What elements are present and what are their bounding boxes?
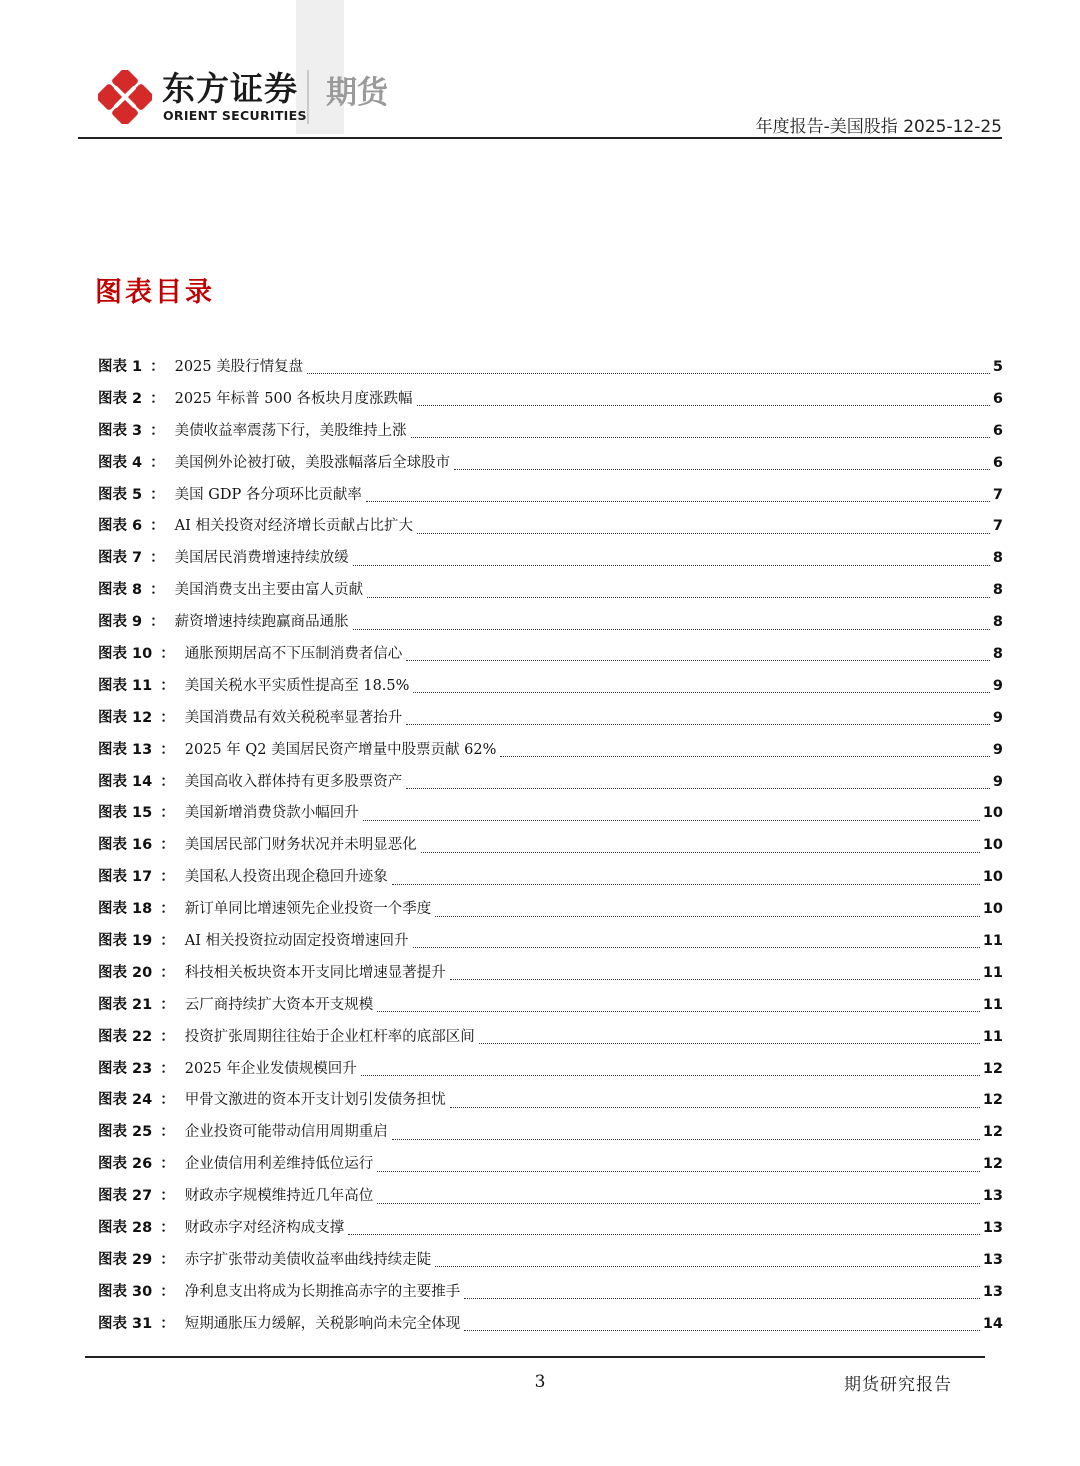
toc-entry-page: 12	[982, 1060, 1003, 1077]
toc-entry-separator: ：	[160, 1315, 175, 1332]
toc-entry-separator: ：	[160, 933, 175, 950]
toc-entry[interactable]	[98, 1309, 1003, 1341]
toc-entry-page: 10	[982, 901, 1003, 918]
toc-entry-page: 13	[982, 1188, 1003, 1205]
toc-entry-leader	[348, 1234, 980, 1235]
toc-entry-label: 图表 2	[98, 390, 143, 407]
toc-entry[interactable]	[98, 607, 1003, 639]
toc-entry-separator: ：	[150, 390, 165, 407]
toc-entry-leader	[367, 597, 990, 598]
toc-entry-page: 8	[992, 550, 1003, 567]
toc-entry-leader	[392, 884, 980, 885]
toc-entry-label: 图表 3	[98, 422, 143, 439]
footer-rule	[85, 1356, 985, 1358]
toc-entry-leader	[450, 1107, 980, 1108]
toc-entry-separator: ：	[160, 901, 175, 918]
orient-securities-logo-icon	[98, 70, 152, 124]
toc-entry[interactable]	[98, 1181, 1003, 1213]
toc-entry[interactable]	[98, 990, 1003, 1022]
toc-entry-title: 美国新增消费贷款小幅回升	[184, 805, 359, 822]
toc-entry[interactable]	[98, 958, 1003, 990]
toc-entry-title: 云厂商持续扩大资本开支规模	[184, 996, 374, 1013]
toc-entry-leader	[421, 852, 980, 853]
toc-entry-page: 5	[992, 359, 1003, 375]
toc-entry-leader	[413, 947, 980, 948]
toc-entry-label: 图表 8	[98, 582, 143, 599]
toc-entry-leader	[454, 469, 990, 470]
toc-entry-separator: ：	[160, 1251, 175, 1268]
toc-entry-leader	[464, 1298, 980, 1299]
toc-entry-leader	[363, 820, 980, 821]
toc-entry-page: 14	[982, 1315, 1003, 1332]
toc-entry-leader	[417, 405, 990, 406]
toc-entry-label: 图表 9	[98, 614, 143, 631]
toc-entry[interactable]	[98, 1085, 1003, 1117]
toc-entry-label: 图表 30	[98, 1283, 153, 1300]
toc-entry-title: 财政赤字规模维持近几年高位	[184, 1188, 374, 1205]
toc-entry-page: 11	[982, 933, 1003, 950]
toc-entry-page: 6	[992, 390, 1003, 407]
toc-entry-title: 美国例外论被打破，美股涨幅落后全球股市	[174, 454, 451, 471]
toc-list	[98, 352, 1003, 1341]
toc-title: 图表目录	[95, 277, 215, 308]
toc-entry-label: 图表 5	[98, 486, 143, 503]
toc-entry-leader	[435, 1266, 980, 1267]
toc-entry-separator: ：	[160, 869, 175, 886]
toc-entry-page: 10	[982, 805, 1003, 822]
toc-entry[interactable]	[98, 639, 1003, 671]
toc-entry-leader	[413, 692, 990, 693]
toc-entry-leader	[377, 1203, 980, 1204]
toc-entry-leader	[377, 1171, 980, 1172]
toc-entry[interactable]	[98, 703, 1003, 735]
toc-entry-label: 图表 31	[98, 1315, 153, 1332]
toc-entry-label: 图表 26	[98, 1156, 153, 1173]
toc-entry-title: 甲骨文激进的资本开支计划引发债务担忧	[184, 1092, 446, 1109]
toc-entry[interactable]	[98, 735, 1003, 767]
toc-entry-separator: ：	[150, 614, 165, 631]
toc-entry-leader	[417, 533, 990, 534]
toc-entry-separator: ：	[160, 805, 175, 822]
toc-entry-page: 10	[982, 837, 1003, 854]
toc-entry[interactable]	[98, 543, 1003, 575]
toc-entry-label: 图表 13	[98, 741, 153, 758]
toc-entry-title: 2025 年 Q2 美国居民资产增量中股票贡献 62%	[184, 741, 497, 758]
toc-entry-separator: ：	[160, 646, 175, 663]
toc-entry-separator: ：	[160, 964, 175, 981]
toc-entry[interactable]	[98, 480, 1003, 512]
toc-entry-title: 2025 年标普 500 各板块月度涨跌幅	[174, 390, 413, 407]
header-rule	[78, 137, 1002, 139]
toc-entry-title: 投资扩张周期往往始于企业杠杆率的底部区间	[184, 1028, 475, 1045]
toc-entry-separator: ：	[150, 518, 165, 535]
toc-entry-label: 图表 21	[98, 996, 153, 1013]
page-number: 3	[534, 1372, 546, 1392]
toc-entry-label: 图表 1	[98, 359, 143, 375]
toc-entry-page: 11	[982, 1028, 1003, 1045]
toc-entry-label: 图表 27	[98, 1188, 153, 1205]
toc-entry-title: 赤字扩张带动美债收益率曲线持续走陡	[184, 1251, 432, 1268]
toc-entry-label: 图表 17	[98, 869, 153, 886]
toc-entry-page: 11	[982, 996, 1003, 1013]
toc-entry-leader	[377, 1011, 980, 1012]
toc-entry-title: 美国高收入群体持有更多股票资产	[184, 773, 403, 790]
toc-entry-page: 13	[982, 1220, 1003, 1237]
toc-entry[interactable]	[98, 862, 1003, 894]
toc-entry-title: AI 相关投资拉动固定投资增速回升	[184, 933, 409, 950]
toc-entry-page: 6	[992, 454, 1003, 471]
logo-chinese-name: 东方证券	[162, 69, 298, 108]
toc-entry-title: 企业债信用利差维持低位运行	[184, 1156, 374, 1173]
toc-entry-separator: ：	[150, 422, 165, 439]
toc-entry-label: 图表 25	[98, 1124, 153, 1141]
document-type: 期货研究报告	[844, 1375, 952, 1395]
toc-entry-title: 美国消费支出主要由富人贡献	[174, 582, 364, 599]
toc-entry-title: 美国居民部门财务状况并未明显恶化	[184, 837, 417, 854]
toc-entry-page: 8	[992, 646, 1003, 663]
toc-entry-title: 美债收益率震荡下行，美股维持上涨	[174, 422, 407, 439]
toc-entry-separator: ：	[160, 1060, 175, 1077]
toc-entry-label: 图表 15	[98, 805, 153, 822]
toc-entry-page: 9	[992, 741, 1003, 758]
toc-entry-separator: ：	[150, 582, 165, 599]
toc-entry[interactable]	[98, 1277, 1003, 1309]
toc-entry-page: 10	[982, 869, 1003, 886]
toc-entry-title: 短期通胀压力缓解，关税影响尚未完全体现	[184, 1315, 461, 1332]
toc-entry[interactable]	[98, 894, 1003, 926]
toc-entry-separator: ：	[160, 837, 175, 854]
toc-entry-leader	[464, 1330, 980, 1331]
report-tag: 年度报告-美国股指 2025-12-25	[755, 117, 1002, 137]
toc-entry-label: 图表 18	[98, 901, 153, 918]
toc-entry-leader	[366, 501, 990, 502]
toc-entry-separator: ：	[160, 1124, 175, 1141]
toc-entry-title: 通胀预期居高不下压制消费者信心	[184, 646, 403, 663]
toc-entry-leader	[392, 1139, 980, 1140]
logo-english-name: ORIENT SECURITIES	[163, 108, 307, 123]
toc-entry-leader	[353, 565, 990, 566]
toc-entry[interactable]	[98, 416, 1003, 448]
toc-entry-separator: ：	[150, 550, 165, 567]
toc-entry[interactable]	[98, 448, 1003, 480]
toc-entry-page: 9	[992, 709, 1003, 726]
toc-entry-title: 美国消费品有效关税税率显著抬升	[184, 709, 403, 726]
toc-entry-title: 净利息支出将成为长期推高赤字的主要推手	[184, 1283, 461, 1300]
toc-entry-page: 7	[992, 518, 1003, 535]
toc-entry-title: 2025 美股行情复盘	[174, 359, 304, 375]
toc-entry-title: 企业投资可能带动信用周期重启	[184, 1124, 388, 1141]
toc-entry-label: 图表 23	[98, 1060, 153, 1077]
toc-entry[interactable]	[98, 830, 1003, 862]
toc-entry-label: 图表 28	[98, 1220, 153, 1237]
logo-divider	[307, 70, 309, 124]
toc-entry[interactable]	[98, 1245, 1003, 1277]
toc-entry-label: 图表 22	[98, 1028, 153, 1045]
toc-entry-leader	[411, 437, 990, 438]
toc-entry-page: 12	[982, 1092, 1003, 1109]
toc-entry-page: 8	[992, 614, 1003, 631]
toc-entry-separator: ：	[160, 1283, 175, 1300]
toc-entry-separator: ：	[160, 1188, 175, 1205]
toc-entry-title: 美国关税水平实质性提高至 18.5%	[184, 677, 410, 694]
toc-entry-label: 图表 16	[98, 837, 153, 854]
toc-entry-leader	[435, 916, 980, 917]
toc-entry[interactable]	[98, 1054, 1003, 1086]
toc-entry-leader	[500, 756, 989, 757]
toc-entry-label: 图表 6	[98, 518, 143, 535]
toc-entry-separator: ：	[160, 996, 175, 1013]
toc-entry-label: 图表 12	[98, 709, 153, 726]
toc-entry-leader	[361, 1075, 980, 1076]
toc-entry-page: 9	[992, 677, 1003, 694]
toc-entry-label: 图表 10	[98, 646, 153, 663]
toc-entry[interactable]	[98, 798, 1003, 830]
toc-entry-leader	[406, 724, 990, 725]
toc-entry-page: 7	[992, 486, 1003, 503]
toc-entry-title: 美国居民消费增速持续放缓	[174, 550, 349, 567]
toc-entry-separator: ：	[160, 1092, 175, 1109]
toc-entry-leader	[450, 979, 980, 980]
toc-entry-label: 图表 19	[98, 933, 153, 950]
logo-division-name: 期货	[326, 75, 388, 111]
toc-entry[interactable]	[98, 1117, 1003, 1149]
toc-entry[interactable]	[98, 575, 1003, 607]
toc-entry-separator: ：	[160, 709, 175, 726]
toc-entry-title: 美国私人投资出现企稳回升迹象	[184, 869, 388, 886]
toc-entry-title: 财政赤字对经济构成支撑	[184, 1220, 345, 1237]
toc-entry-label: 图表 4	[98, 454, 143, 471]
toc-entry[interactable]	[98, 1022, 1003, 1054]
toc-entry[interactable]	[98, 671, 1003, 703]
toc-entry[interactable]	[98, 352, 1003, 384]
toc-entry-separator: ：	[160, 1156, 175, 1173]
toc-entry-page: 6	[992, 422, 1003, 439]
toc-entry-title: 薪资增速持续跑赢商品通胀	[174, 614, 349, 631]
toc-entry-label: 图表 24	[98, 1092, 153, 1109]
toc-entry-page: 13	[982, 1251, 1003, 1268]
toc-entry-leader	[479, 1043, 980, 1044]
toc-entry[interactable]	[98, 1213, 1003, 1245]
toc-entry-label: 图表 20	[98, 964, 153, 981]
toc-entry-separator: ：	[160, 741, 175, 758]
toc-entry-page: 12	[982, 1156, 1003, 1173]
toc-entry-title: 新订单同比增速领先企业投资一个季度	[184, 901, 432, 918]
toc-entry-page: 11	[982, 964, 1003, 981]
toc-entry[interactable]	[98, 767, 1003, 799]
toc-entry-title: 美国 GDP 各分项环比贡献率	[174, 486, 362, 503]
toc-entry-title: 科技相关板块资本开支同比增速显著提升	[184, 964, 446, 981]
toc-entry-page: 12	[982, 1124, 1003, 1141]
toc-entry-page: 8	[992, 582, 1003, 599]
toc-entry-separator: ：	[150, 359, 165, 375]
toc-entry-page: 13	[982, 1283, 1003, 1300]
toc-entry-separator: ：	[150, 486, 165, 503]
toc-entry-leader	[406, 788, 990, 789]
toc-entry-title: AI 相关投资对经济增长贡献占比扩大	[174, 518, 413, 535]
toc-entry-separator: ：	[160, 677, 175, 694]
toc-entry-label: 图表 11	[98, 677, 153, 694]
toc-entry[interactable]	[98, 511, 1003, 543]
toc-entry-separator: ：	[160, 1220, 175, 1237]
toc-entry[interactable]	[98, 384, 1003, 416]
toc-entry-label: 图表 7	[98, 550, 143, 567]
toc-entry[interactable]	[98, 1149, 1003, 1181]
toc-entry-separator: ：	[160, 1028, 175, 1045]
toc-entry-leader	[353, 629, 990, 630]
toc-entry-separator: ：	[150, 454, 165, 471]
toc-entry-leader	[307, 373, 990, 374]
toc-entry-label: 图表 29	[98, 1251, 153, 1268]
toc-entry-separator: ：	[160, 773, 175, 790]
toc-entry-page: 9	[992, 773, 1003, 790]
toc-entry-label: 图表 14	[98, 773, 153, 790]
toc-entry-leader	[406, 660, 990, 661]
toc-entry-title: 2025 年企业发债规模回升	[184, 1060, 357, 1077]
toc-entry[interactable]	[98, 926, 1003, 958]
